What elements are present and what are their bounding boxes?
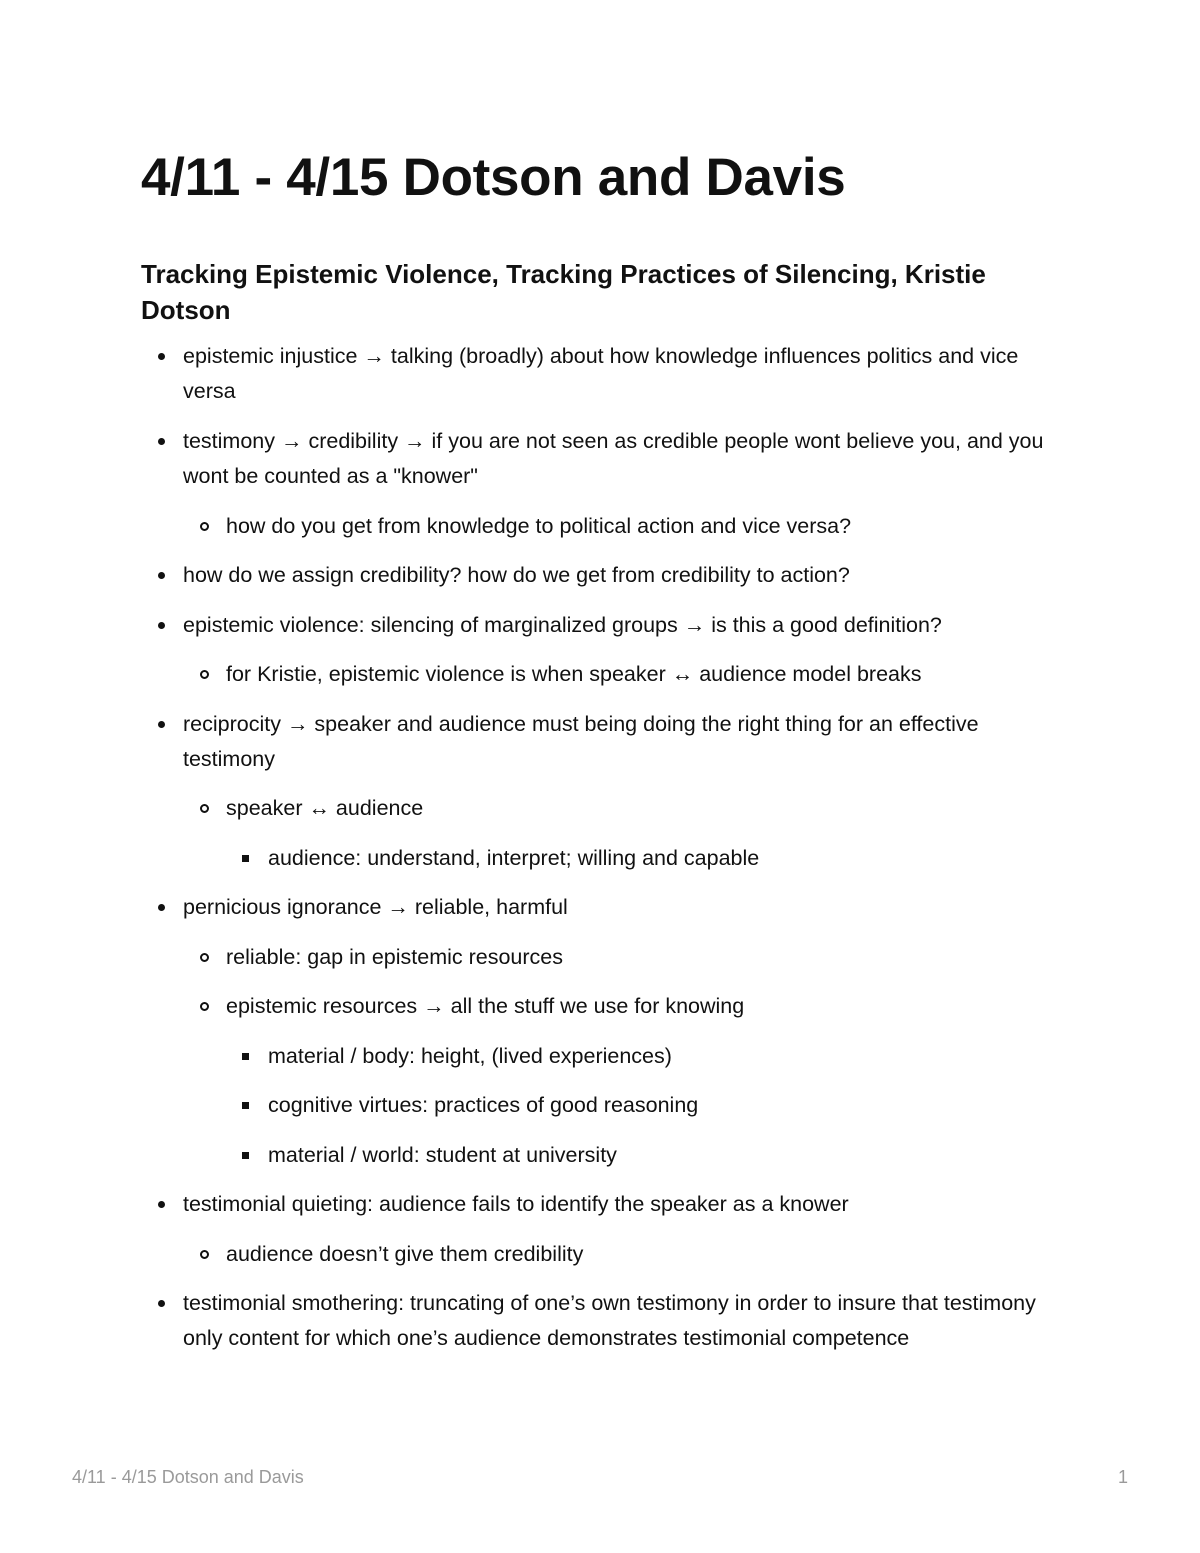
bullet-disc-icon <box>158 353 165 360</box>
list-item <box>226 509 1066 544</box>
list-item-text: cognitive virtues: practices of good reasoning <box>268 1093 699 1117</box>
list-item-text: testimonial smothering: truncating of one’s own testimony in order to insure that testimony only content for which one’s audience demonstrates testimonial competence <box>183 1291 1036 1350</box>
bullet-square-icon <box>242 1152 249 1159</box>
list-item <box>183 707 1063 777</box>
list-item <box>226 989 1066 1024</box>
list-item-text: epistemic resources → all the stuff we use for knowing <box>226 994 745 1018</box>
footer-title: 4/11 - 4/15 Dotson and Davis <box>72 1467 304 1487</box>
list-item-text: how do you get from knowledge to political action and vice versa? <box>226 514 852 538</box>
list-item <box>183 1286 1063 1356</box>
bullet-disc-icon <box>158 1201 165 1208</box>
list-item <box>268 1039 1068 1074</box>
bullet-circle-icon <box>200 804 209 813</box>
list-item <box>268 1138 1068 1173</box>
list-item <box>226 1237 1066 1272</box>
list-item <box>226 791 1066 826</box>
list-item <box>183 558 1063 593</box>
list-item-text: testimony → credibility → if you are not seen as credible people wont believe you, and you wont be counted as a "knower" <box>183 429 1044 488</box>
list-item <box>226 657 1066 692</box>
list-item <box>183 1187 1063 1222</box>
list-item <box>183 339 1063 409</box>
list-item <box>183 424 1063 494</box>
list-item <box>268 1088 1068 1123</box>
bullet-circle-icon <box>200 953 209 962</box>
bullet-circle-icon <box>200 1250 209 1259</box>
page-title: 4/11 - 4/15 Dotson and Davis <box>141 148 846 207</box>
footer-page-number: 1 <box>1118 1467 1129 1487</box>
bullet-square-icon <box>242 1102 249 1109</box>
bullet-disc-icon <box>158 572 165 579</box>
bullet-square-icon <box>242 855 249 862</box>
list-item <box>183 608 1063 643</box>
section-heading: Tracking Epistemic Violence, Tracking Practices of Silencing, Kristie Dotson <box>141 259 986 325</box>
list-item-text: reliable: gap in epistemic resources <box>226 945 563 969</box>
list-item <box>268 841 1068 876</box>
list-item-text: pernicious ignorance → reliable, harmful <box>183 895 568 919</box>
list-item-text: material / world: student at university <box>268 1143 617 1167</box>
list-item-text: testimonial quieting: audience fails to identify the speaker as a knower <box>183 1192 849 1216</box>
bullet-disc-icon <box>158 1300 165 1307</box>
list-item-text: epistemic injustice → talking (broadly) about how knowledge influences politics and vice versa <box>183 344 1019 403</box>
list-item <box>183 890 1063 925</box>
bullet-disc-icon <box>158 438 165 445</box>
bullet-disc-icon <box>158 904 165 911</box>
bullet-circle-icon <box>200 670 209 679</box>
list-item-text: reciprocity → speaker and audience must being doing the right thing for an effective testimony <box>183 712 979 771</box>
list-item-text: how do we assign credibility? how do we get from credibility to action? <box>183 563 850 587</box>
list-item-text: audience doesn’t give them credibility <box>226 1242 584 1266</box>
bullet-square-icon <box>242 1053 249 1060</box>
bullet-disc-icon <box>158 622 165 629</box>
list-item <box>226 940 1066 975</box>
bullet-circle-icon <box>200 1002 209 1011</box>
list-item-text: speaker ↔ audience <box>226 796 424 820</box>
list-item-text: for Kristie, epistemic violence is when speaker ↔ audience model breaks <box>226 662 922 686</box>
list-item-text: epistemic violence: silencing of marginalized groups → is this a good definition? <box>183 613 942 637</box>
bullet-disc-icon <box>158 721 165 728</box>
bullet-circle-icon <box>200 522 209 531</box>
list-item-text: audience: understand, interpret; willing and capable <box>268 846 760 870</box>
list-item-text: material / body: height, (lived experiences) <box>268 1044 672 1068</box>
